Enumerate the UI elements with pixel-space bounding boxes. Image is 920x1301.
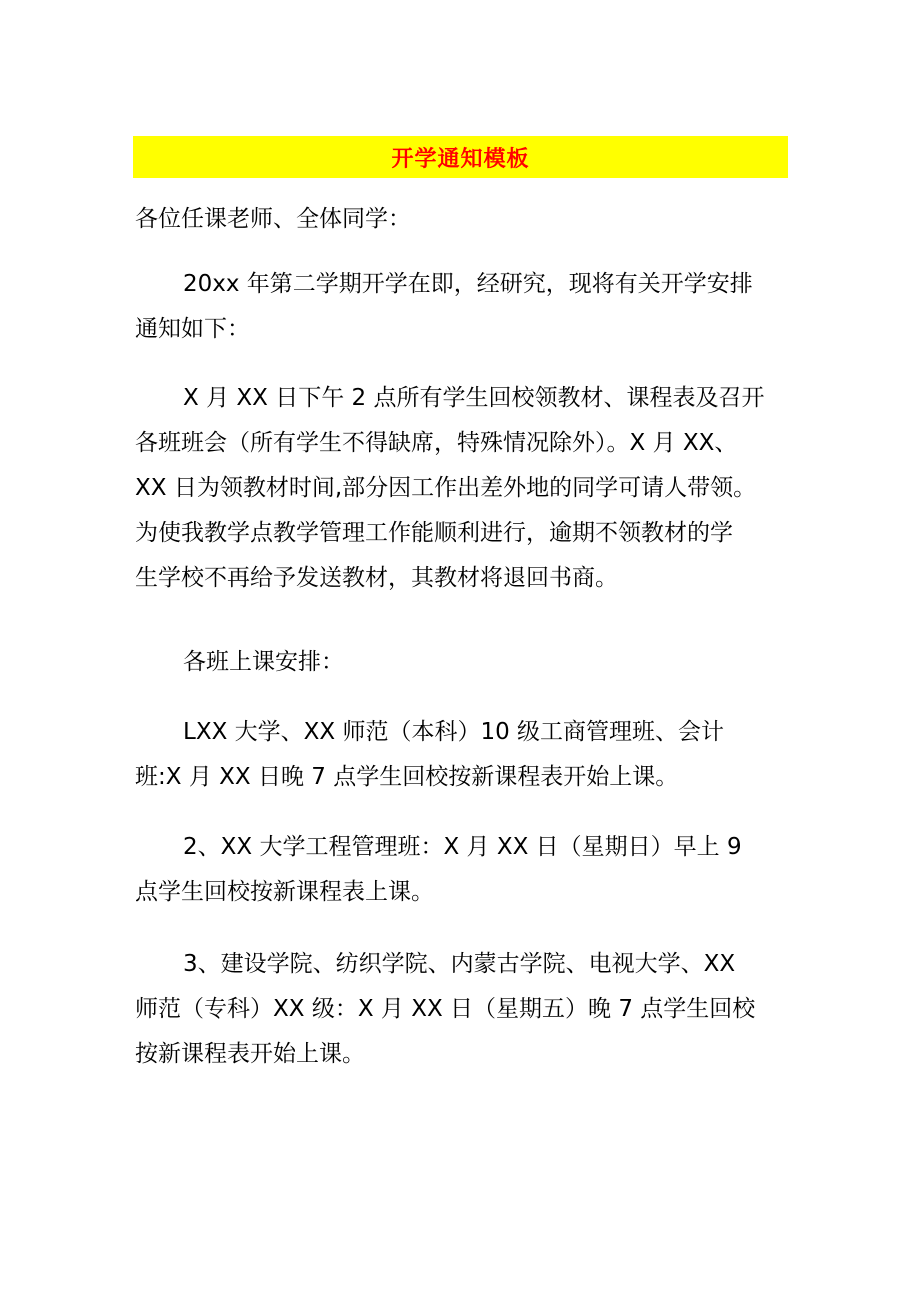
schedule-item-3: 3、建设学院、纺织学院、内蒙古学院、电视大学、XX 师范（专科）XX 级：X 月 XX 日（星期五）晚 7 点学生回校 按新课程表开始上课。 (135, 951, 756, 1067)
greeting-line: 各位任课老师、全体同学： (135, 206, 411, 232)
intro-paragraph: 20xx 年第二学期开学在即，经研究，现将有关开学安排 通知如下： (135, 271, 753, 342)
document-title: 开学通知模板 (391, 146, 530, 172)
schedule-item-1: LXX 大学、XX 师范（本科）10 级工商管理班、会计 班:X 月 XX 日晚 7 点学生回校按新课程表开始上课。 (135, 719, 725, 790)
schedule-item-2: 2、XX 大学工程管理班：X 月 XX 日（星期日）早上 9 点学生回校按新课程表上课。 (135, 834, 742, 905)
textbook-paragraph: X 月 XX 日下午 2 点所有学生回校领教材、课程表及召开 各班班会（所有学生不得缺席，特殊情况除外）。X 月 XX、 XX 日为领教材时间,部分因工作出差外地的同学可请人带领。 为使我教学点教学管理工作能顺利进行，逾期不领教材的学 生学校不再给予发送教材，其教材将退回书商。 (135, 385, 765, 591)
title-banner (133, 136, 788, 178)
schedule-heading: 各班上课安排： (183, 649, 344, 675)
